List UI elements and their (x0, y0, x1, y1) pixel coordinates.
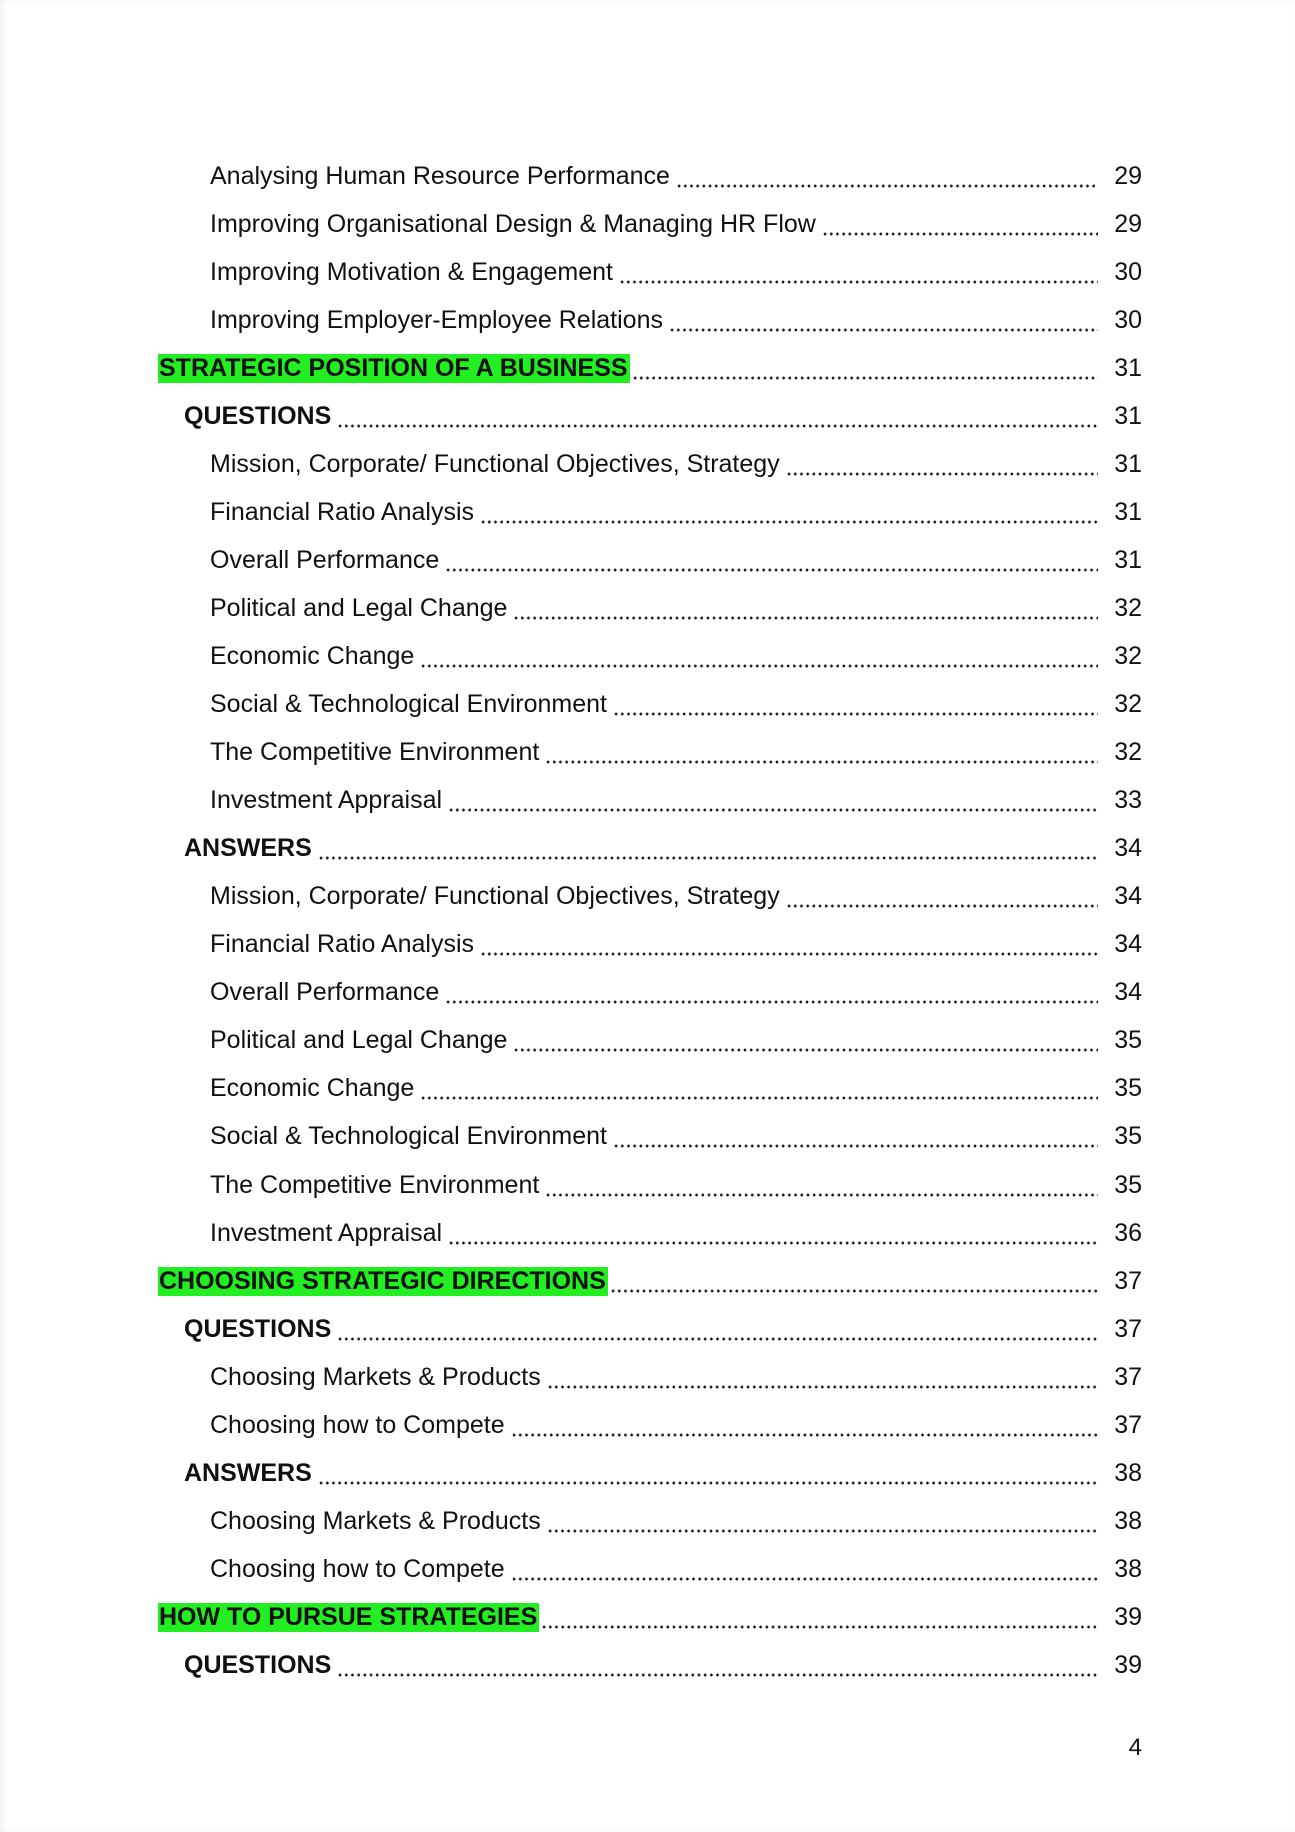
toc-entry-title: CHOOSING STRATEGIC DIRECTIONS (159, 1266, 606, 1295)
toc-entry-title: Choosing Markets & Products (210, 1365, 545, 1390)
toc-entry-title: Investment Appraisal (210, 788, 446, 813)
toc-entry[interactable] (0, 488, 1295, 536)
toc-entry-page-number: 33 (1114, 786, 1142, 815)
toc-subsection-heading[interactable] (0, 1305, 1295, 1353)
toc-entry-title: Economic Change (210, 644, 418, 669)
toc-entry-title: Improving Employer-Employee Relations (210, 308, 667, 333)
toc-entry-page-number: 39 (1114, 1602, 1142, 1631)
toc-entry[interactable] (0, 1065, 1295, 1113)
toc-entry-page-number: 34 (1114, 930, 1142, 959)
dot-leader (318, 836, 1098, 861)
toc-entry[interactable] (0, 1401, 1295, 1449)
dot-leader (545, 740, 1098, 765)
dot-leader (480, 932, 1098, 957)
dot-leader (610, 1269, 1098, 1294)
toc-entry-page-number: 29 (1114, 209, 1142, 238)
dot-leader (513, 1028, 1098, 1053)
toc-entry-title: Political and Legal Change (210, 596, 511, 621)
toc-entry-page-number: 37 (1114, 1362, 1142, 1391)
toc-entry-title: Economic Change (210, 1076, 418, 1101)
dot-leader (448, 1221, 1098, 1246)
toc-entry-title: Improving Motivation & Engagement (210, 260, 617, 285)
toc-entry[interactable] (0, 440, 1295, 488)
dot-leader (445, 548, 1098, 573)
toc-entry-title: STRATEGIC POSITION OF A BUSINESS (159, 353, 628, 382)
toc-entry-title: ANSWERS (184, 836, 316, 861)
toc-entry-page-number: 36 (1114, 1218, 1142, 1247)
toc-entry-page-number: 34 (1114, 834, 1142, 863)
toc-entry-page-number: 37 (1114, 1410, 1142, 1439)
dot-leader (786, 452, 1098, 477)
dot-leader (480, 500, 1098, 525)
toc-entry-page-number: 31 (1114, 545, 1142, 574)
toc-entry-page-number: 35 (1114, 1026, 1142, 1055)
toc-entry-page-number: 34 (1114, 978, 1142, 1007)
dot-leader (511, 1557, 1098, 1582)
toc-entry[interactable] (0, 152, 1295, 200)
toc-section-heading[interactable] (0, 1257, 1295, 1305)
toc-entry-page-number: 38 (1114, 1554, 1142, 1583)
dot-leader (513, 596, 1098, 621)
toc-entry[interactable] (0, 969, 1295, 1017)
toc-entry-page-number: 35 (1114, 1074, 1142, 1103)
toc-entry-title: Overall Performance (210, 980, 443, 1005)
toc-section-heading[interactable] (0, 1593, 1295, 1641)
toc-entry[interactable] (0, 584, 1295, 632)
dot-leader (547, 1509, 1098, 1534)
toc-entry-page-number: 38 (1114, 1458, 1142, 1487)
toc-entry-title: ANSWERS (184, 1461, 316, 1486)
toc-entry-page-number: 29 (1114, 161, 1142, 190)
toc-entry[interactable] (0, 729, 1295, 777)
dot-leader (676, 164, 1098, 189)
toc-entry-page-number: 31 (1114, 497, 1142, 526)
dot-leader (632, 356, 1098, 381)
toc-entry-title: Financial Ratio Analysis (210, 932, 478, 957)
toc-entry-title: QUESTIONS (184, 404, 335, 429)
toc-entry[interactable] (0, 248, 1295, 296)
toc-entry-title: QUESTIONS (184, 1317, 335, 1342)
toc-entry[interactable] (0, 632, 1295, 680)
dot-leader (541, 1605, 1098, 1630)
dot-leader (786, 884, 1098, 909)
dot-leader (318, 1461, 1098, 1486)
toc-entry-page-number: 37 (1114, 1266, 1142, 1295)
toc-entry-title: Political and Legal Change (210, 1028, 511, 1053)
toc-entry-title: Mission, Corporate/ Functional Objectives, Strategy (210, 884, 784, 909)
dot-leader (619, 260, 1098, 285)
toc-entry-title: Mission, Corporate/ Functional Objectives, Strategy (210, 452, 784, 477)
toc-entry[interactable] (0, 1497, 1295, 1545)
toc-entry-page-number: 35 (1114, 1170, 1142, 1199)
toc-entry-title: Choosing how to Compete (210, 1557, 509, 1582)
toc-entry[interactable] (0, 200, 1295, 248)
dot-leader (420, 1076, 1098, 1101)
toc-entry[interactable] (0, 1545, 1295, 1593)
toc-entry[interactable] (0, 1161, 1295, 1209)
toc-entry[interactable] (0, 921, 1295, 969)
toc-entry-page-number: 34 (1114, 882, 1142, 911)
dot-leader (337, 1317, 1098, 1342)
toc-entry[interactable] (0, 536, 1295, 584)
toc-subsection-heading[interactable] (0, 1449, 1295, 1497)
dot-leader (448, 788, 1098, 813)
dot-leader (547, 1365, 1098, 1390)
toc-entry[interactable] (0, 296, 1295, 344)
toc-entry-page-number: 39 (1114, 1650, 1142, 1679)
dot-leader (822, 212, 1098, 237)
toc-entry-page-number: 35 (1114, 1122, 1142, 1151)
toc-entry-title: Improving Organisational Design & Managing HR Flow (210, 212, 820, 237)
toc-entry[interactable] (0, 1209, 1295, 1257)
toc-entry-page-number: 31 (1114, 353, 1142, 382)
toc-entry-title: Social & Technological Environment (210, 692, 611, 717)
toc-entry[interactable] (0, 681, 1295, 729)
toc-entry[interactable] (0, 873, 1295, 921)
dot-leader (420, 644, 1098, 669)
toc-entry-page-number: 32 (1114, 690, 1142, 719)
toc-entry-page-number: 37 (1114, 1314, 1142, 1343)
toc-entry[interactable] (0, 1017, 1295, 1065)
dot-leader (445, 980, 1098, 1005)
toc-entry[interactable] (0, 777, 1295, 825)
toc-subsection-heading[interactable] (0, 392, 1295, 440)
toc-entry-page-number: 31 (1114, 449, 1142, 478)
table-of-contents (0, 152, 1295, 1690)
toc-entry-title: Analysing Human Resource Performance (210, 164, 674, 189)
toc-entry-title: Choosing Markets & Products (210, 1509, 545, 1534)
toc-entry-title: Overall Performance (210, 548, 443, 573)
toc-entry-title: The Competitive Environment (210, 740, 543, 765)
toc-entry-page-number: 30 (1114, 257, 1142, 286)
toc-entry-page-number: 32 (1114, 641, 1142, 670)
toc-section-heading[interactable] (0, 344, 1295, 392)
toc-entry[interactable] (0, 1113, 1295, 1161)
toc-entry-title: The Competitive Environment (210, 1173, 543, 1198)
toc-entry-page-number: 30 (1114, 305, 1142, 334)
toc-entry-title: HOW TO PURSUE STRATEGIES (159, 1602, 538, 1631)
toc-entry-title: Social & Technological Environment (210, 1124, 611, 1149)
toc-entry-page-number: 38 (1114, 1506, 1142, 1535)
dot-leader (669, 308, 1098, 333)
dot-leader (511, 1413, 1098, 1438)
dot-leader (613, 692, 1098, 717)
dot-leader (337, 404, 1098, 429)
dot-leader (337, 1653, 1098, 1678)
toc-entry-title: Choosing how to Compete (210, 1413, 509, 1438)
toc-entry-title: Investment Appraisal (210, 1221, 446, 1246)
dot-leader (613, 1124, 1098, 1149)
toc-entry-page-number: 32 (1114, 738, 1142, 767)
toc-entry[interactable] (0, 1353, 1295, 1401)
toc-subsection-heading[interactable] (0, 825, 1295, 873)
toc-entry-page-number: 31 (1114, 401, 1142, 430)
toc-entry-page-number: 32 (1114, 593, 1142, 622)
page-number: 4 (1128, 1734, 1142, 1761)
toc-entry-title: Financial Ratio Analysis (210, 500, 478, 525)
toc-subsection-heading[interactable] (0, 1641, 1295, 1689)
toc-entry-title: QUESTIONS (184, 1653, 335, 1678)
dot-leader (545, 1173, 1098, 1198)
